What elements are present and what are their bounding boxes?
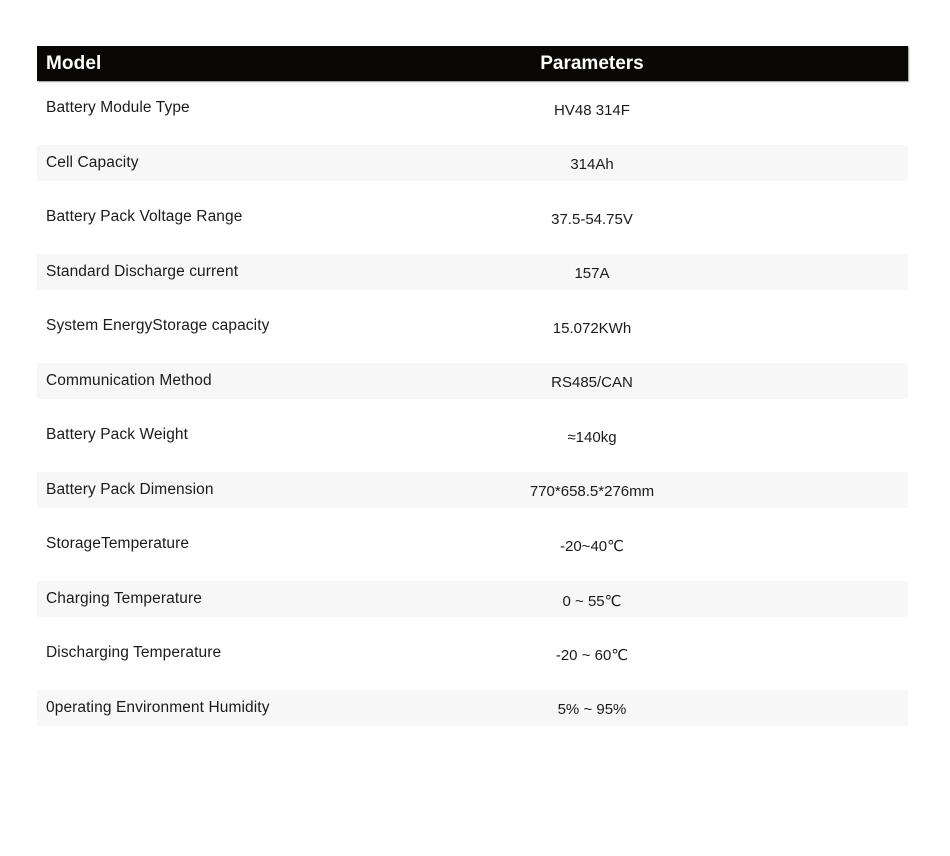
spec-name: Cell Capacity <box>46 153 139 171</box>
table-row <box>37 136 908 191</box>
table-row <box>37 463 908 518</box>
table-row <box>37 190 908 245</box>
row-band <box>37 635 908 671</box>
row-band <box>37 417 908 453</box>
row-band <box>37 581 908 617</box>
spec-value: HV48 314F <box>554 101 630 119</box>
table-row <box>37 299 908 354</box>
table-row <box>37 354 908 409</box>
row-band <box>37 145 908 181</box>
row-band <box>37 526 908 562</box>
spec-value: 314Ah <box>570 156 614 174</box>
spec-name: Communication Method <box>46 371 212 389</box>
table-row <box>37 517 908 572</box>
spec-name: StorageTemperature <box>46 535 190 553</box>
column-header-model: Model <box>46 52 102 74</box>
spec-value: -20 ~ 60℃ <box>555 647 629 665</box>
column-header-parameters: Parameters <box>540 52 644 74</box>
row-band <box>37 308 908 344</box>
spec-value: -20~40℃ <box>560 538 624 556</box>
row-band <box>37 363 908 399</box>
spec-name: Battery Pack Dimension <box>46 480 214 498</box>
spec-name: Battery Module Type <box>46 99 190 117</box>
spec-value: 157A <box>574 265 610 283</box>
table-header-row <box>37 46 908 81</box>
row-band <box>37 472 908 508</box>
spec-value: 37.5-54.75V <box>551 210 633 228</box>
spec-value: RS485/CAN <box>551 374 633 392</box>
spec-name: Charging Temperature <box>46 589 202 607</box>
row-band <box>37 199 908 235</box>
spec-value: ≈140kg <box>567 428 617 446</box>
table-row <box>37 572 908 627</box>
row-band <box>37 690 908 726</box>
table-row <box>37 626 908 681</box>
table-row <box>37 681 908 736</box>
row-band <box>37 254 908 290</box>
spec-value: 15.072KWh <box>552 319 632 337</box>
battery-spec-table <box>37 46 908 735</box>
table-row <box>37 408 908 463</box>
spec-value: 5% ~ 95% <box>557 701 627 719</box>
spec-value: 0 ~ 55℃ <box>562 592 622 610</box>
spec-name: System EnergyStorage capacity <box>46 317 270 335</box>
table-row <box>37 81 908 136</box>
spec-value: 770*658.5*276mm <box>529 483 655 501</box>
row-band <box>37 90 908 126</box>
table-body <box>37 81 908 735</box>
spec-name: 0perating Environment Humidity <box>46 698 270 716</box>
spec-name: Discharging Temperature <box>46 644 222 662</box>
table-row <box>37 245 908 300</box>
spec-name: Standard Discharge current <box>46 262 239 280</box>
spec-name: Battery Pack Voltage Range <box>46 208 243 226</box>
spec-name: Battery Pack Weight <box>46 426 189 444</box>
